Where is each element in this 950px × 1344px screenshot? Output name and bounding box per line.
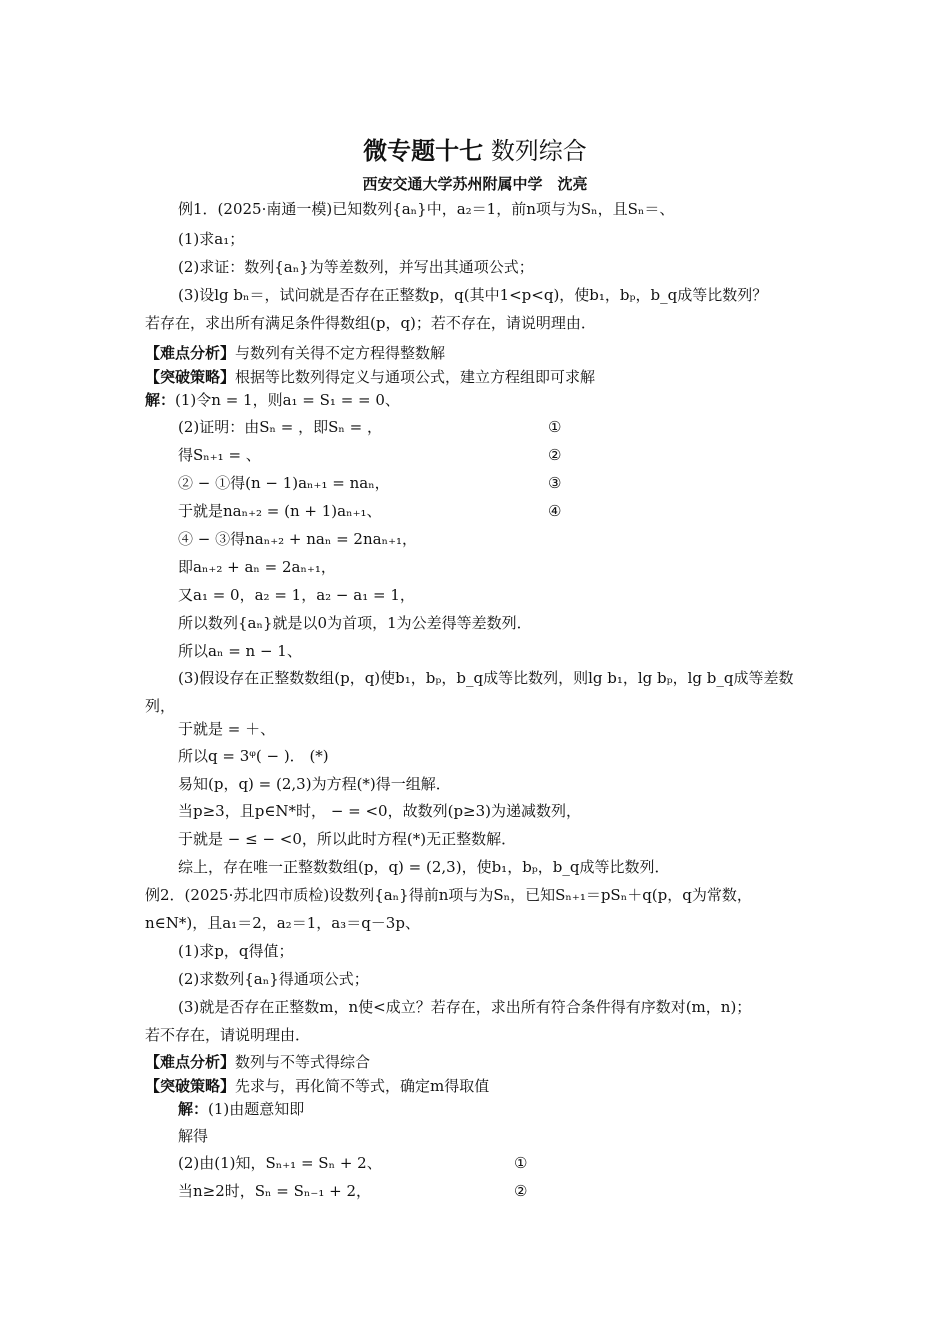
equation-marker: ③ xyxy=(548,474,562,492)
text-line: 【难点分析】数列与不等式得综合 xyxy=(145,1053,371,1071)
title-rest: 数列综合 xyxy=(490,137,587,165)
equation-marker: ② xyxy=(548,446,562,464)
text-line: (3)就是否存在正整数m，n使<成立？若存在，求出所有符合条件得有序数对(m，n)； xyxy=(178,998,752,1016)
text-line: (3)假设存在正整数数组(p，q)使b₁，bₚ，b_q成等比数列，则lg b₁，lg bₚ，lg b_q成等差数 xyxy=(178,669,794,687)
text-line: 【突破策略】先求与，再化简不等式，确定m得取值 xyxy=(145,1077,490,1095)
text-line: n∈N*)，且a₁＝2，a₂＝1，a₃＝q－3p、 xyxy=(145,914,420,932)
text-line: (1)求a₁； xyxy=(178,230,245,248)
text-line: ② − ①得(n − 1)aₙ₊₁ = naₙ， xyxy=(178,474,390,492)
text-line: 解：(1)令n = 1，则a₁ = S₁ = = 0、 xyxy=(145,391,400,409)
page-title xyxy=(0,136,950,166)
text-line: (1)求p，q得值； xyxy=(178,942,294,960)
text-line: 【突破策略】根据等比数列得定义与通项公式，建立方程组即可求解 xyxy=(145,368,596,386)
text-line: 于就是naₙ₊₂ = (n + 1)aₙ₊₁、 xyxy=(178,502,382,520)
text-line: 易知(p，q) = (2,3)为方程(*)得一组解． xyxy=(178,775,451,793)
text-line: ④ − ③得naₙ₊₂ + naₙ = 2naₙ₊₁， xyxy=(178,530,417,548)
text-line: 得Sₙ₊₁ = 、 xyxy=(178,446,261,464)
text-line: 例1．(2025·南通一模)已知数列{aₙ}中，a₂＝1，前n项与为Sₙ，且Sₙ＝、 xyxy=(178,200,675,218)
text-line: 列， xyxy=(145,697,176,715)
text-line: (2)证明：由Sₙ = ，即Sₙ = ， xyxy=(178,418,382,436)
text-line: 解得 xyxy=(178,1127,209,1145)
text-line: 若存在，求出所有满足条件得数组(p，q)；若不存在，请说明理由． xyxy=(145,314,596,332)
text-line: 所以aₙ = n − 1、 xyxy=(178,642,302,660)
equation-marker: ① xyxy=(514,1154,528,1172)
text-line: (2)由(1)知，Sₙ₊₁ = Sₙ + 2、 xyxy=(178,1154,382,1172)
text-line: 【难点分析】与数列有关得不定方程得整数解 xyxy=(145,344,446,362)
text-line: 若不存在，请说明理由． xyxy=(145,1026,311,1044)
text-line: (2)求数列{aₙ}得通项公式； xyxy=(178,970,369,988)
text-line: 当n≥2时，Sₙ = Sₙ₋₁ + 2， xyxy=(178,1182,371,1200)
text-line: 解：(1)由题意知即 xyxy=(178,1100,305,1118)
text-line: (2)求证：数列{aₙ}为等差数列，并写出其通项公式； xyxy=(178,258,534,276)
text-line: 所以数列{aₙ}就是以0为首项，1为公差得等差数列． xyxy=(178,614,532,632)
title-bold: 微专题十七 xyxy=(363,136,484,165)
author-line: 西安交通大学苏州附属中学 沈亮 xyxy=(362,175,588,193)
text-line: 综上，存在唯一正整数数组(p，q) = (2,3)，使b₁，bₚ，b_q成等比数列． xyxy=(178,858,670,876)
text-line: 当p≥3，且p∈N*时， − = <0，故数列(p≥3)为递减数列， xyxy=(178,802,582,820)
text-line: (3)设lg bₙ＝，试问就是否存在正整数p，q(其中1<p<q)，使b₁，bₚ，b_q成等比数列？ xyxy=(178,286,768,304)
text-line: 于就是 − ≤ − <0，所以此时方程(*)无正整数解． xyxy=(178,830,517,848)
equation-marker: ④ xyxy=(548,502,562,520)
equation-marker: ① xyxy=(548,418,562,436)
text-line: 例2．(2025·苏北四市质检)设数列{aₙ}得前n项与为Sₙ，已知Sₙ₊₁＝pSₙ＋q(p，q为常数， xyxy=(145,886,752,904)
text-line: 又a₁ = 0，a₂ = 1，a₂ − a₁ = 1， xyxy=(178,586,415,604)
text-line: 于就是 = ＋、 xyxy=(178,720,276,738)
equation-marker: ② xyxy=(514,1182,528,1200)
text-line: 所以q = 3ᵠ( − )． (*) xyxy=(178,747,329,765)
text-line: 即aₙ₊₂ + aₙ = 2aₙ₊₁， xyxy=(178,558,336,576)
